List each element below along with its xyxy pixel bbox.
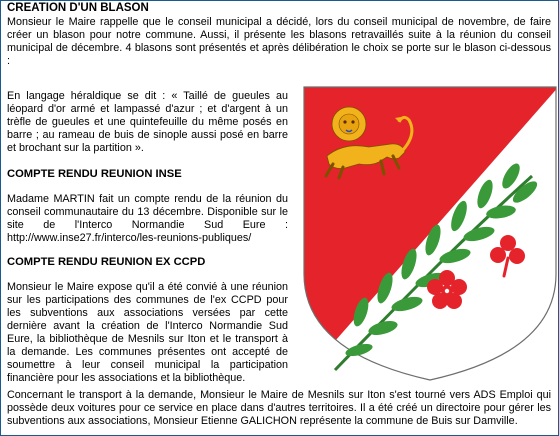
section-title-blason: CREATION D'UN BLASON	[7, 2, 149, 14]
ccpd-transport-paragraph: Concernant le transport à la demande, Monsieur le Maire de Mesnils sur Iton s'est tourné vers ADS Emploi qui possède deux voitures pour ce service en place dans d'autres territoires. Il a été créé un directoire pour gérer les subventions aux associations, Monsieur Etienne GALICHON représente la commune de Buis sur Damville.	[7, 389, 551, 427]
inse-report-paragraph: Madame MARTIN fait un compte rendu de la réunion du conseil communautaire du 13 décembre. Disponible sur le site de l'Interco Normandie Sud Eure : http://www.inse27.fr/interco/les-reunions-publiques/	[7, 193, 288, 244]
section-title-ccpd: COMPTE RENDU REUNION EX CCPD	[7, 256, 206, 268]
heraldic-description-paragraph: En langage héraldique se dit : « Taillé de gueules au léopard d'or armé et lampassé d'azur ; et d'argent à un trèfle de gueules et une quintefeuille du même posés en barre ; au rameau de buis de sinople aussi posé en barre et brochant sur la partition ».	[7, 90, 288, 154]
coat-of-arms-image	[299, 84, 559, 382]
section-title-inse: COMPTE RENDU REUNION INSE	[7, 168, 182, 180]
ccpd-report-paragraph: Monsieur le Maire expose qu'il a été convié à une réunion sur les participations des communes de l'ex CCPD pour les subventions aux associations versées par cette dernière avant la création de l'Interco Normandie Sud Eure, la bibliothèque de Mesnils sur Iton et le transport à la demande. Les communes présentes ont accepté de soumettre à leur conseil municipal la participation financière pour les associations et la bibliothèque.	[7, 281, 288, 384]
blason-intro-paragraph: Monsieur le Maire rappelle que le conseil municipal a décidé, lors du conseil municipal de novembre, de faire créer un blason pour notre commune. Aussi, il présente les blasons retravaillés suite à la réunion du conseil municipal de décembre. 4 blasons sont présentés et après délibération le choix se porte sur le blason ci-dessous :	[7, 16, 551, 67]
